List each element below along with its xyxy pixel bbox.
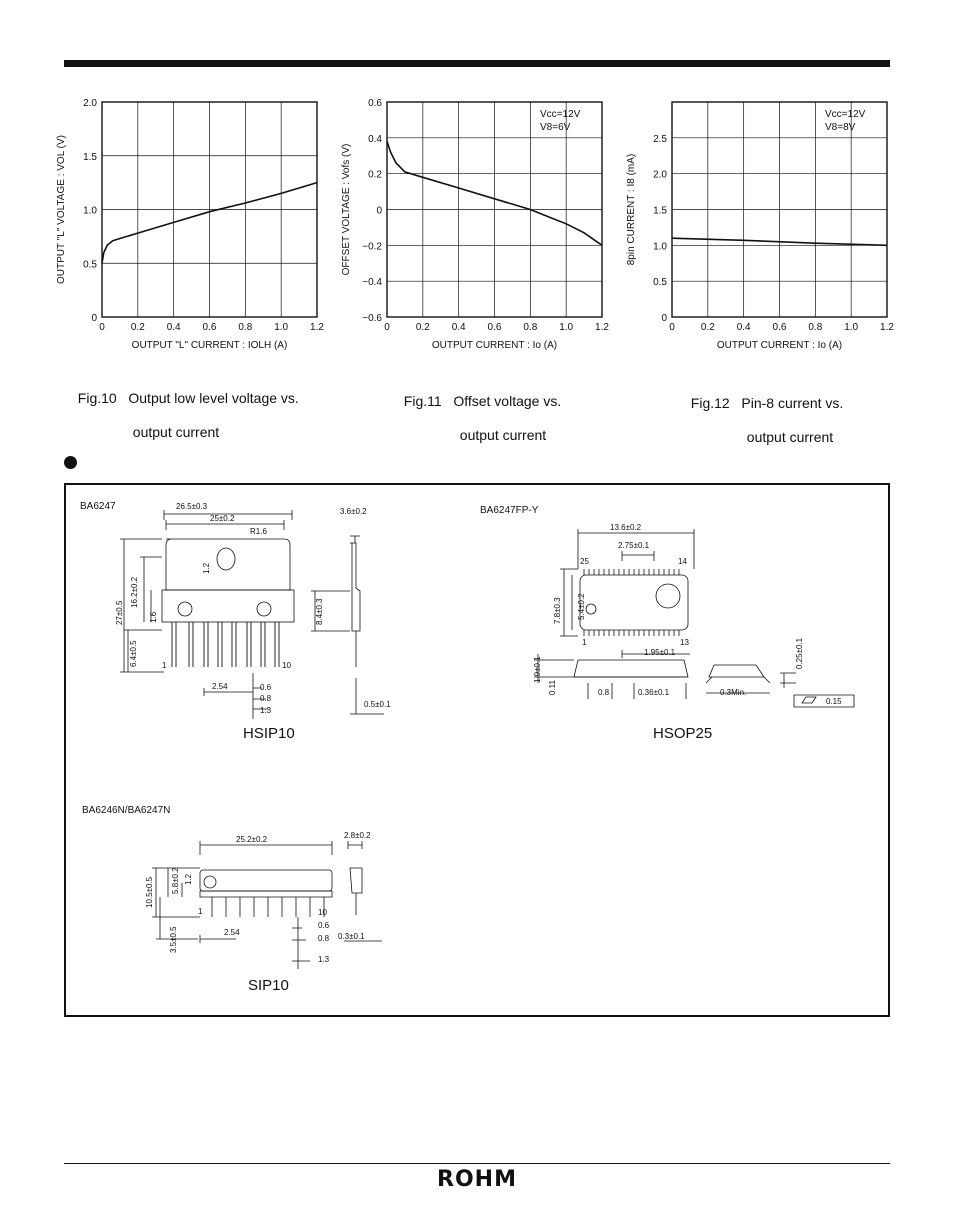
y-axis-label: 8pin CURRENT : I8 (mA)	[626, 153, 637, 266]
y-tick-label: 1.5	[653, 205, 667, 217]
dim-hsip-17: 0.5±0.1	[364, 700, 391, 709]
caption-fig11-num: Fig.11	[403, 393, 442, 409]
x-tick-label: 0.2	[130, 322, 145, 333]
x-tick-label: 1.2	[595, 322, 609, 333]
pkg-hsop-model: BA6247FP-Y	[480, 505, 539, 516]
dim-hsop-12: 0.8	[598, 688, 610, 697]
y-tick-label: 0	[661, 313, 667, 324]
x-tick-label: 1.0	[559, 322, 574, 333]
chart-fig11	[335, 88, 625, 358]
y-tick-label: −0.6	[362, 313, 382, 324]
x-tick-label: 0.4	[736, 322, 751, 333]
dim-hsip-7: 1.6	[149, 611, 158, 623]
caption-fig12-line1: Pin-8 current vs.	[741, 395, 844, 411]
pkg-hsip-model: BA6247	[80, 501, 116, 512]
dim-hsop-9: 1.95±0.1	[644, 648, 676, 657]
x-axis-label: OUTPUT CURRENT : Io (A)	[431, 340, 558, 351]
dim-hsip-1: 26.5±0.3	[176, 502, 208, 511]
caption-fig10-line2: output current	[132, 424, 220, 440]
x-axis-label: OUTPUT "L" CURRENT : IOLH (A)	[131, 340, 288, 351]
dim-hsop-8: 13	[680, 638, 689, 647]
dim-hsip-4: 1.2	[202, 562, 211, 574]
dim-hsop-5: 7.8±0.3	[553, 597, 562, 624]
caption-fig11-line1: Offset voltage vs.	[453, 393, 562, 409]
dim-hsop-7: 1	[582, 638, 587, 647]
caption-fig11-line2: output current	[459, 427, 547, 443]
x-tick-label: 0.8	[238, 322, 253, 333]
dim-hsip-12: 0.6	[260, 683, 272, 692]
x-tick-label: 0.8	[523, 322, 538, 333]
dim-sip-11: 0.8	[318, 934, 330, 943]
y-tick-label: 2.0	[653, 169, 667, 181]
dim-hsip-14: 1.3	[260, 706, 272, 715]
dim-hsip-6: 16.2±0.2	[130, 576, 139, 608]
dim-hsip-3: R1.6	[250, 527, 267, 536]
caption-fig12	[683, 378, 843, 446]
y-tick-label: 2.0	[83, 98, 97, 109]
x-tick-label: 1.2	[880, 322, 894, 333]
dim-sip-12: 0.3±0.1	[338, 932, 365, 941]
dim-hsop-11: 0.11	[548, 680, 557, 695]
y-tick-label: −0.2	[362, 241, 382, 253]
caption-fig10-line1: Output low level voltage vs.	[128, 390, 299, 406]
x-tick-label: 1.0	[844, 322, 859, 333]
package-drawings	[64, 483, 890, 1017]
caption-fig10-num: Fig.10	[77, 390, 117, 406]
x-tick-label: 0.6	[487, 322, 502, 333]
caption-fig12-num: Fig.12	[690, 395, 730, 411]
x-tick-label: 0	[669, 322, 675, 333]
dim-hsop-2: 2.75±0.1	[618, 541, 650, 550]
dim-sip-9: 2.54	[224, 928, 240, 937]
dim-sip-4: 5.8±0.2	[171, 867, 180, 894]
x-axis-label: OUTPUT CURRENT : Io (A)	[716, 340, 843, 351]
dim-sip-5: 1.2	[184, 873, 193, 885]
annotation-1: V8=6V	[540, 122, 571, 133]
dim-hsop-16: 0.15	[826, 697, 842, 706]
dim-sip-10: 0.6	[318, 921, 330, 930]
dim-sip-3: 10.5±0.5	[145, 876, 154, 908]
x-tick-label: 0.6	[202, 322, 217, 333]
dim-hsip-16: 8.4±0.3	[315, 598, 324, 625]
dim-sip-2: 2.8±0.2	[344, 831, 371, 840]
dim-hsip-15: 3.6±0.2	[340, 507, 367, 516]
dim-hsop-3: 25	[580, 557, 589, 566]
x-tick-label: 0.2	[415, 322, 430, 333]
dim-hsip-11: 2.54	[212, 682, 228, 691]
dim-hsip-13: 0.8	[260, 694, 272, 703]
y-tick-label: 0.6	[368, 98, 382, 109]
dim-sip-8: 3.5±0.5	[169, 926, 178, 953]
dim-hsip-5: 27±0.5	[115, 600, 124, 625]
dim-hsop-1: 13.6±0.2	[610, 523, 642, 532]
annotation-0: Vcc=12V	[825, 109, 866, 120]
chart-fig10	[50, 88, 340, 358]
x-tick-label: 0.6	[772, 322, 787, 333]
caption-fig11	[396, 376, 561, 444]
dim-sip-6: 1	[198, 907, 203, 916]
y-tick-label: 0	[91, 313, 97, 324]
x-tick-label: 1.0	[274, 322, 289, 333]
x-tick-label: 0.4	[451, 322, 466, 333]
y-tick-label: 1.5	[83, 151, 97, 163]
dim-hsop-13: 0.36±0.1	[638, 688, 670, 697]
dim-hsip-8: 6.4±0.5	[129, 640, 138, 667]
annotation-1: V8=8V	[825, 122, 856, 133]
x-tick-label: 0.4	[166, 322, 181, 333]
y-tick-label: 0	[376, 205, 382, 217]
header-rule	[64, 60, 890, 67]
pkg-hsip-name: HSIP10	[243, 725, 295, 742]
dim-hsop-6: 5.4±0.2	[577, 593, 586, 620]
rohm-logo: ROHM	[437, 1167, 517, 1192]
dim-sip-7: 10	[318, 908, 327, 917]
section-bullet	[64, 456, 77, 469]
y-tick-label: 0.4	[368, 133, 382, 145]
y-tick-label: 0.5	[83, 259, 97, 271]
dim-sip-1: 25.2±0.2	[236, 835, 268, 844]
pkg-sip-name: SIP10	[248, 977, 289, 994]
y-axis-label: OUTPUT "L" VOLTAGE : VOL (V)	[56, 135, 67, 284]
x-tick-label: 0.8	[808, 322, 823, 333]
y-axis-label: OFFSET VOLTAGE : Vofs (V)	[341, 143, 352, 276]
y-tick-label: 0.5	[653, 277, 667, 289]
dim-hsop-14: 0.3Min.	[720, 688, 747, 697]
y-tick-label: 0.2	[368, 169, 382, 181]
footer-rule	[64, 1163, 890, 1164]
dim-hsip-9: 1	[162, 661, 167, 670]
chart-fig12	[620, 88, 910, 358]
x-tick-label: 0	[99, 322, 105, 333]
dim-hsop-4: 14	[678, 557, 687, 566]
y-tick-label: 2.5	[653, 133, 667, 145]
caption-fig12-line2: output current	[746, 429, 834, 445]
x-tick-label: 0	[384, 322, 390, 333]
caption-fig10	[70, 373, 299, 441]
y-tick-label: 1.0	[83, 205, 97, 217]
y-tick-label: 1.0	[653, 241, 667, 253]
y-tick-label: −0.4	[362, 277, 382, 289]
x-tick-label: 1.2	[310, 322, 324, 333]
pkg-sip-model: BA6246N/BA6247N	[82, 805, 171, 816]
pkg-hsop-name: HSOP25	[653, 725, 713, 742]
dim-sip-13: 1.3	[318, 955, 330, 964]
dim-hsop-15: 0.25±0.1	[795, 637, 804, 669]
dim-hsip-10: 10	[282, 661, 291, 670]
dim-hsip-2: 25±0.2	[210, 514, 235, 523]
dim-hsop-10: 1.9±0.1	[533, 656, 542, 683]
annotation-0: Vcc=12V	[540, 109, 581, 120]
x-tick-label: 0.2	[700, 322, 715, 333]
